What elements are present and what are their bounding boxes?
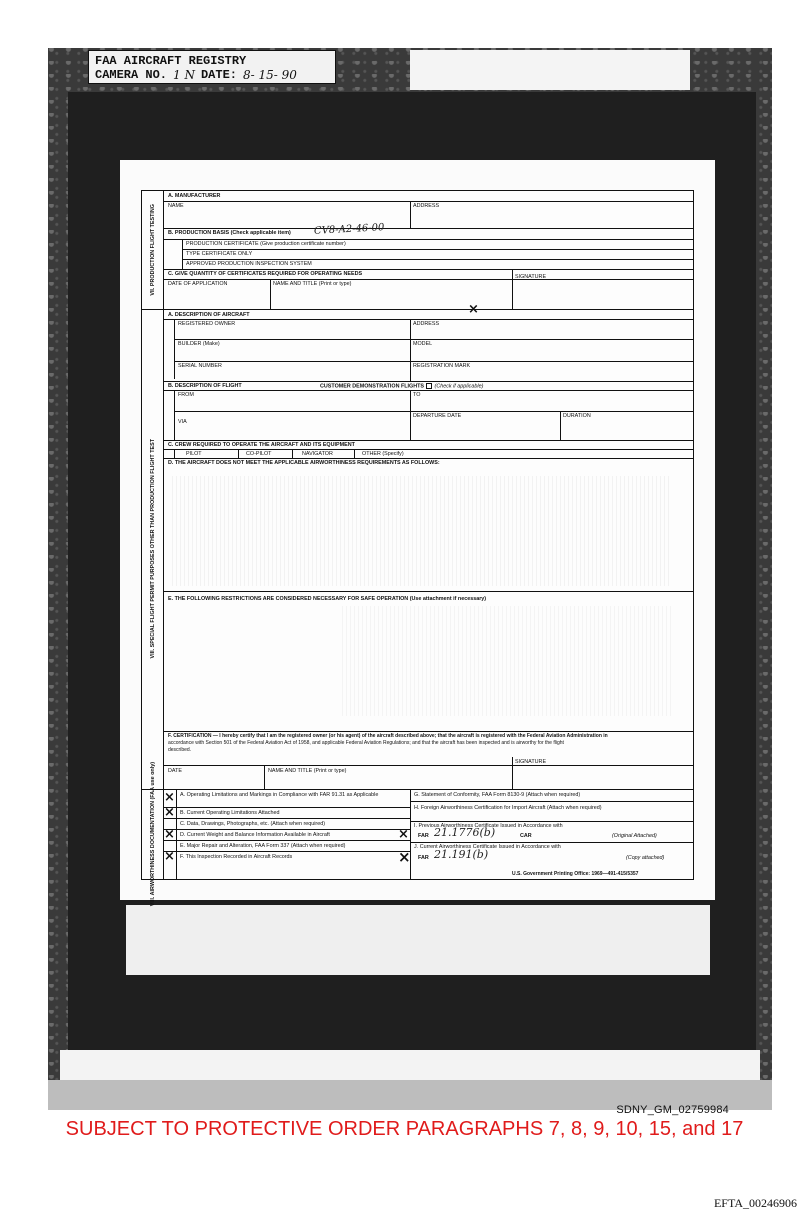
registry-label <box>88 50 336 84</box>
vii-signature-label: SIGNATURE <box>515 274 547 280</box>
checkmark-j: × <box>398 848 411 866</box>
rule <box>512 269 513 309</box>
rule <box>164 731 693 732</box>
faint-text-area <box>342 606 672 716</box>
rule <box>560 411 561 440</box>
rule <box>174 361 693 362</box>
faa-form <box>141 190 694 907</box>
approved-production-label: APPROVED PRODUCTION INSPECTION SYSTEM <box>186 261 312 267</box>
manufacturer-name-label: NAME <box>168 203 184 209</box>
rule <box>164 591 693 592</box>
rule <box>182 259 693 260</box>
rule <box>176 789 177 879</box>
checkmark-b: × <box>164 805 175 820</box>
viii-date-label: DATE <box>168 768 182 774</box>
type-certificate-label: TYPE CERTIFICATE ONLY <box>186 251 253 257</box>
duration-label: DURATION <box>563 413 591 419</box>
serial-number-label: SERIAL NUMBER <box>178 363 222 369</box>
faint-text-area <box>172 476 672 586</box>
doc-item-d: D. Current Weight and Balance Information Available in Aircraft <box>180 832 330 838</box>
section-documentation-label: VIII. AIRWORTHINESS DOCUMENTATION (FAA use only) <box>142 789 164 879</box>
viii-signature-label: SIGNATURE <box>515 759 547 765</box>
section-vii-label: VII. PRODUCTION FLIGHT TESTING <box>142 191 164 309</box>
production-certificate-label: PRODUCTION CERTIFICATE (Give production certificate number) <box>186 241 346 247</box>
far-j-value: 21.191(b) <box>434 848 489 861</box>
form-sheet-edge <box>126 905 710 975</box>
original-attached-label: (Original Attached) <box>612 833 657 839</box>
registry-label-title: FAA AIRCRAFT REGISTRY <box>95 54 247 68</box>
date-label: DATE: <box>200 68 237 82</box>
gpo-notice: U.S. Government Printing Office: 1969—491-415/5357 <box>512 871 639 877</box>
departure-date-label: DEPARTURE DATE <box>413 413 462 419</box>
rule <box>410 390 411 440</box>
rule <box>410 821 693 822</box>
vii-name-title-label: NAME AND TITLE (Print or type) <box>273 281 352 287</box>
protective-order-notice: SUBJECT TO PROTECTIVE ORDER PARAGRAPHS 7, 8, 9, 10, 15, and 17 <box>65 1118 744 1140</box>
restrictions-label: E. THE FOLLOWING RESTRICTIONS ARE CONSIDERED NECESSARY FOR SAFE OPERATION (Use attachment if necessary) <box>168 596 487 602</box>
certification-line-2: accordance with Section 501 of the Federal Aviation Act of 1958, and applicable Federal Aviation Regulations; and that the aircraft has been inspected and is airworthy for the flight <box>168 740 564 746</box>
certification-line-1: F. CERTIFICATION — I hereby certify that I am the registered owner (or his agent) of the aircraft described above; that the aircraft is registered with the Federal Aviation Administration in <box>168 733 608 739</box>
rule <box>164 381 693 382</box>
camera-label: CAMERA NO. <box>95 68 168 82</box>
rule <box>164 840 410 841</box>
customer-demo-checkbox[interactable] <box>426 383 432 389</box>
rule <box>142 309 693 310</box>
rule <box>292 449 293 458</box>
rule <box>174 339 693 340</box>
rule <box>174 411 693 412</box>
rule <box>164 279 693 280</box>
rule <box>410 319 411 381</box>
rule <box>164 390 693 391</box>
owner-address-label: ADDRESS <box>413 321 440 327</box>
customer-demo-label: CUSTOMER DEMONSTRATION FLIGHTS (Check if applicable) <box>320 383 484 390</box>
rule <box>174 449 175 458</box>
registered-owner-label: REGISTERED OWNER <box>178 321 236 327</box>
copy-attached-label: (Copy attached) <box>626 855 665 861</box>
rule <box>164 201 693 202</box>
rule <box>164 449 693 450</box>
doc-item-j: J. Current Airworthiness Certificate Issued in Accordance with <box>414 844 561 850</box>
doc-item-i: I. Previous Airworthiness Certificate Issued in Accordance with <box>414 823 563 829</box>
checkmark-f: × <box>164 849 175 864</box>
checkmark-d: × <box>164 827 175 842</box>
checkmark-a: × <box>164 790 175 805</box>
copilot-label: CO-PILOT <box>246 451 272 457</box>
production-basis-label: B. PRODUCTION BASIS (Check applicable item) <box>168 230 291 236</box>
registration-mark-label: REGISTRATION MARK <box>413 363 471 369</box>
doc-item-b: B. Current Operating Limitations Attached <box>180 810 280 816</box>
doc-item-c: C. Data, Drawings, Photographs, etc. (Attach when required) <box>180 821 326 827</box>
certification-line-3: described. <box>168 747 192 753</box>
production-basis-handwriting: CV8-A2-46-00 <box>313 222 385 237</box>
rule <box>164 458 693 459</box>
from-label: FROM <box>178 392 194 398</box>
not-meet-requirements-label: D. THE AIRCRAFT DOES NOT MEET THE APPLICABLE AIRWORTHINESS REQUIREMENTS AS FOLLOWS: <box>168 460 440 466</box>
rule <box>410 801 693 802</box>
rule <box>182 239 183 269</box>
rule <box>164 239 693 240</box>
to-label: TO <box>413 392 421 398</box>
via-label: VIA <box>178 419 187 425</box>
rule <box>164 807 410 808</box>
rule <box>164 829 410 830</box>
rule <box>354 449 355 458</box>
scan-bottom-white-area <box>60 1050 760 1080</box>
car-label: CAR <box>520 833 532 839</box>
rule <box>270 279 271 309</box>
quantity-label: C. GIVE QUANTITY OF CERTIFICATES REQUIRED FOR OPERATING NEEDS <box>168 271 363 277</box>
aircraft-description-label: A. DESCRIPTION OF AIRCRAFT <box>168 312 250 318</box>
date-value: 8- 15- 90 <box>242 68 297 82</box>
doc-item-e: E. Major Repair and Alteration, FAA Form 337 (Attach when required) <box>180 843 346 849</box>
section-viii-label: VIII. SPECIAL FLIGHT PERMIT PURPOSES OTHER THAN PRODUCTION FLIGHT TEST <box>142 309 164 789</box>
rule <box>264 765 265 789</box>
doc-item-a: A. Operating Limitations and Markings in Compliance with FAR 91.31 as Applicable <box>180 792 379 798</box>
camera-value: 1 N <box>173 68 195 82</box>
rule <box>174 390 175 440</box>
far-i-value: 21.1776(b) <box>434 826 496 839</box>
rule <box>182 249 693 250</box>
doc-item-g: G. Statement of Conformity, FAA Form 8130-9 (Attach when required) <box>414 792 581 798</box>
bates-number: SDNY_GM_02759984 <box>616 1104 729 1116</box>
rule <box>164 269 693 270</box>
manufacturer-address-label: ADDRESS <box>413 203 440 209</box>
rule <box>164 319 693 320</box>
crew-label: C. CREW REQUIRED TO OPERATE THE AIRCRAFT AND ITS EQUIPMENT <box>168 442 355 448</box>
rule <box>238 449 239 458</box>
manufacturer-label: A. MANUFACTURER <box>168 193 221 199</box>
rule <box>164 765 693 766</box>
rule <box>142 789 693 790</box>
viii-name-title-label: NAME AND TITLE (Print or type) <box>268 768 347 774</box>
flight-description-label: B. DESCRIPTION OF FLIGHT <box>168 383 242 389</box>
rule <box>164 851 410 852</box>
date-of-application-label: DATE OF APPLICATION <box>168 281 228 287</box>
far-j-label: FAR <box>418 855 429 861</box>
builder-label: BUILDER (Make) <box>178 341 220 347</box>
rule <box>174 319 175 379</box>
rule <box>410 201 411 228</box>
doc-item-f: F. This Inspection Recorded in Aircraft Records <box>180 854 293 860</box>
navigator-label: NAVIGATOR <box>302 451 333 457</box>
checkmark-i: × <box>398 827 409 842</box>
pilot-label: PILOT <box>186 451 202 457</box>
rule <box>164 440 693 441</box>
rule <box>164 818 410 819</box>
scan-top-white-area <box>410 50 690 90</box>
doc-item-h: H. Foreign Airworthiness Certification for Import Aircraft (Attach when required) <box>414 805 602 811</box>
rule <box>164 228 693 229</box>
rule <box>410 842 693 843</box>
efta-number: EFTA_00246906 <box>713 1196 797 1210</box>
rule <box>512 757 513 789</box>
x-mark: × <box>468 302 479 317</box>
model-label: MODEL <box>413 341 433 347</box>
far-i-label: FAR <box>418 833 429 839</box>
other-label: OTHER (Specify) <box>362 451 404 457</box>
